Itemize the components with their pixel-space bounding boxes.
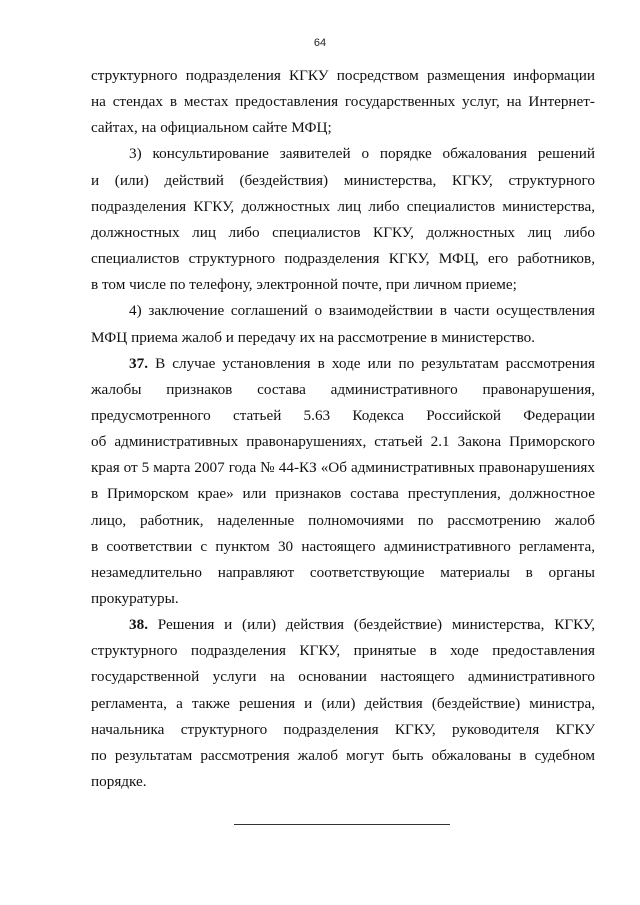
text-line	[91, 92, 595, 112]
text-line	[91, 641, 595, 661]
line-text: края от 5 марта 2007 года № 44-КЗ «Об административных правонарушениях	[91, 459, 595, 477]
line-text: на стендах в местах предоставления государственных услуг, на Интернет-	[91, 93, 595, 111]
line-text: об административных правонарушениях, статьей 2.1 Закона Приморского	[91, 433, 595, 451]
text-line	[91, 275, 595, 295]
clause-number: 38.	[129, 616, 148, 634]
line-text: государственной услуги на основании настоящего административного	[91, 668, 595, 686]
line-text: по результатам рассмотрения жалоб могут быть обжалованы в судебном	[91, 746, 595, 764]
text-line	[91, 432, 595, 452]
text-line	[91, 746, 595, 766]
line-text: Решения и (или) действия (бездействие) министерства, КГКУ,	[157, 616, 595, 634]
line-text: 3) консультирование заявителей о порядке обжалования решений	[129, 145, 595, 163]
text-line	[91, 772, 595, 792]
text-line	[91, 458, 595, 478]
line-text: в соответствии с пунктом 30 настоящего административного регламента,	[91, 537, 595, 555]
line-text: сайтах, на официальном сайте МФЦ;	[91, 119, 332, 137]
text-line	[91, 589, 595, 609]
text-line	[129, 354, 595, 374]
footer-divider	[234, 824, 450, 825]
line-text: начальника структурного подразделения КГКУ, руководителя КГКУ	[91, 720, 595, 738]
line-text: структурного подразделения КГКУ посредством размещения информации	[91, 67, 595, 84]
clause-number: 37.	[129, 354, 148, 372]
text-line	[91, 171, 595, 191]
text-line	[91, 118, 595, 138]
text-line	[129, 615, 595, 635]
line-text: В случае установления в ходе или по результатам рассмотрения	[155, 354, 595, 372]
line-text: МФЦ приема жалоб и передачу их на рассмотрение в министерство.	[91, 328, 536, 346]
text-line	[91, 537, 595, 557]
text-line	[91, 406, 595, 426]
text-line	[91, 249, 595, 269]
text-line	[91, 484, 595, 504]
line-text: лицо, работник, наделенные полномочиями по рассмотрению жалоб	[91, 511, 595, 529]
line-text: незамедлительно направляют соответствующие материалы в органы	[91, 563, 595, 581]
text-line	[91, 667, 595, 687]
line-text: должностных лиц либо специалистов КГКУ, должностных лиц либо	[91, 223, 595, 241]
text-line	[91, 563, 595, 583]
line-text: предусмотренного статьей 5.63 Кодекса Российской Федерации	[91, 406, 595, 424]
line-text: жалобы признаков состава административного правонарушения,	[91, 380, 595, 398]
text-line	[91, 66, 595, 86]
text-line	[129, 144, 595, 164]
text-line	[129, 301, 595, 321]
line-text: структурного подразделения КГКУ, принятые в ходе предоставления	[91, 642, 595, 660]
line-text: подразделения КГКУ, должностных лиц либо специалистов министерства,	[91, 197, 595, 215]
line-text: 4) заключение соглашений о взаимодействии в части осуществления	[129, 302, 595, 320]
line-text: в том числе по телефону, электронной почте, при личном приеме;	[91, 276, 517, 294]
text-line	[91, 380, 595, 400]
line-text: регламента, а также решения и (или) действия (бездействие) министра,	[91, 694, 595, 712]
line-text: прокуратуры.	[91, 590, 179, 607]
text-line	[91, 720, 595, 740]
page-number: 64	[313, 37, 327, 49]
line-text: специалистов структурного подразделения КГКУ, МФЦ, его работников,	[91, 250, 595, 267]
text-line	[91, 694, 595, 714]
text-line	[91, 328, 595, 348]
line-text: в Приморском крае» или признаков состава преступления, должностное	[91, 485, 595, 503]
text-line	[91, 197, 595, 217]
text-line	[91, 511, 595, 531]
line-text: порядке.	[91, 773, 147, 790]
line-text: и (или) действий (бездействия) министерства, КГКУ, структурного	[91, 171, 595, 189]
text-line	[91, 223, 595, 243]
